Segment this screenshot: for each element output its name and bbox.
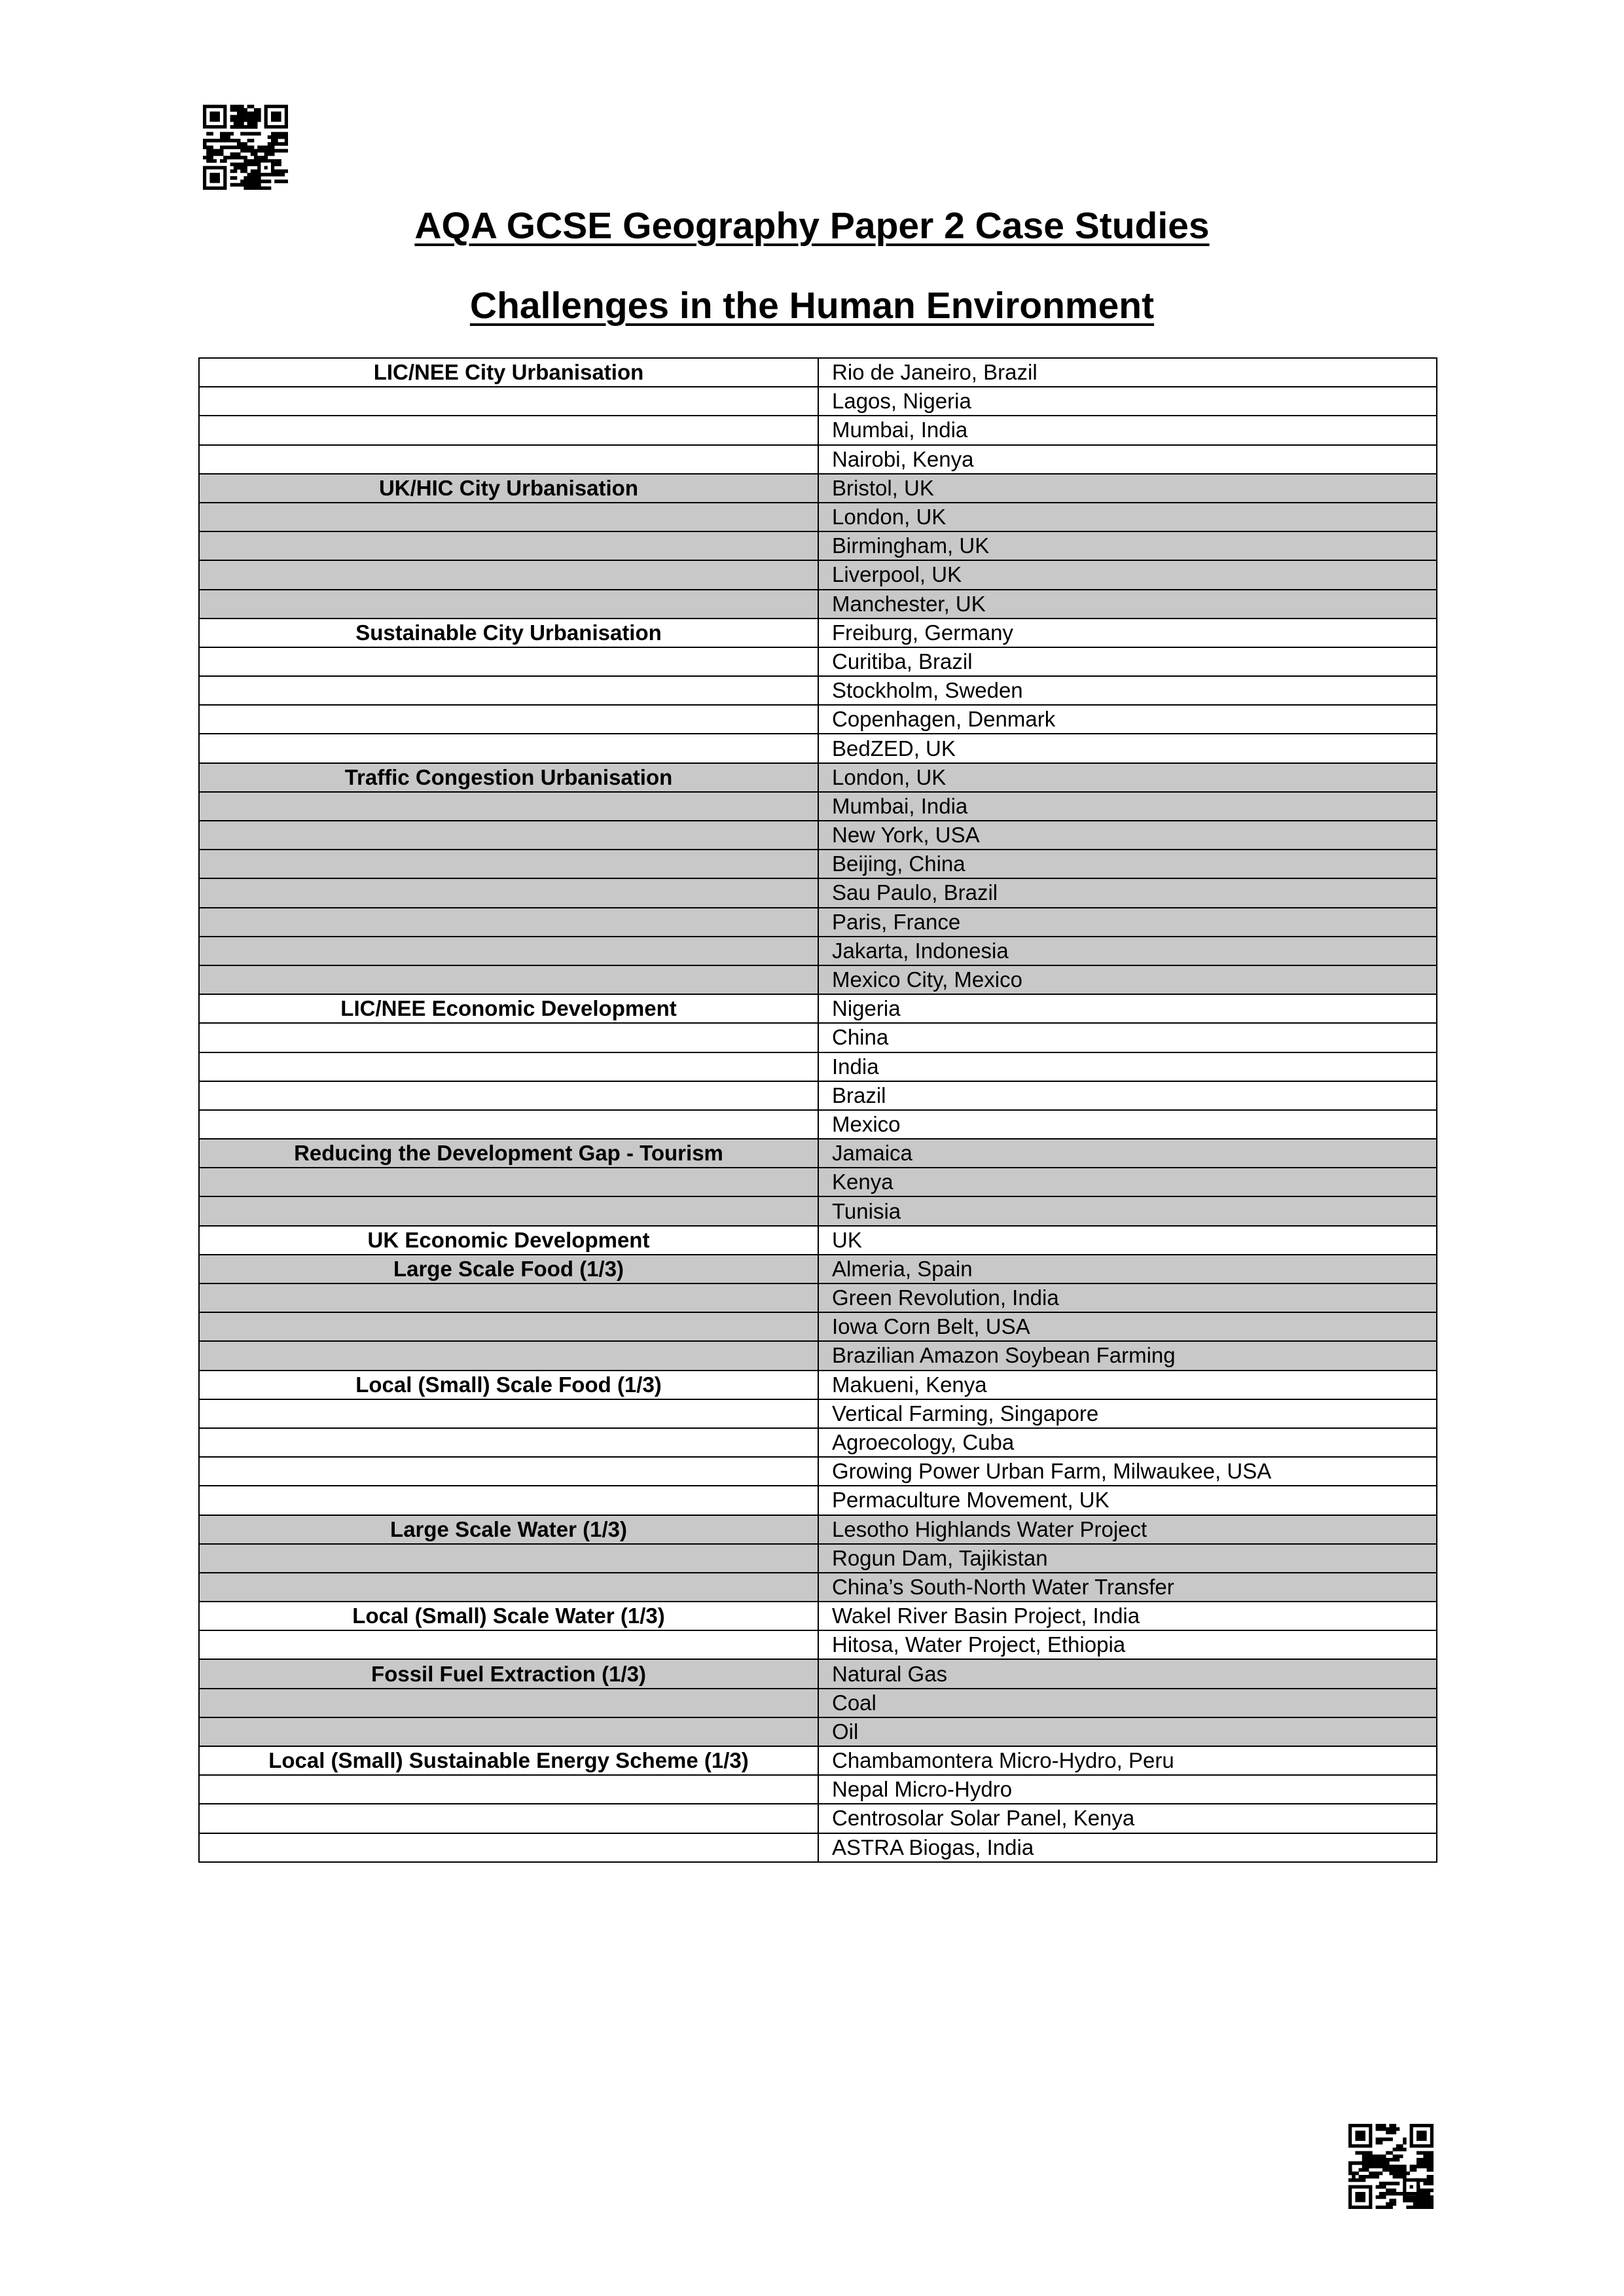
case-studies-table (198, 357, 1437, 1863)
table-row (199, 1226, 1437, 1255)
table-row (199, 647, 1437, 676)
topic-cell: UK/HIC City Urbanisation (199, 474, 818, 503)
table-row (199, 1399, 1437, 1428)
case-study-cell: Copenhagen, Denmark (818, 705, 1437, 734)
table-row (199, 1457, 1437, 1486)
case-studies-table-body (199, 358, 1437, 1862)
table-row (199, 1775, 1437, 1804)
case-study-cell: Nigeria (818, 994, 1437, 1023)
case-study-cell: Bristol, UK (818, 474, 1437, 503)
case-study-cell: Mexico (818, 1110, 1437, 1139)
topic-cell-empty (199, 445, 818, 474)
topic-cell-empty (199, 1717, 818, 1746)
topic-cell-empty (199, 1775, 818, 1804)
case-study-cell: Beijing, China (818, 850, 1437, 878)
table-row (199, 705, 1437, 734)
table-row (199, 590, 1437, 619)
table-row (199, 850, 1437, 878)
table-row (199, 878, 1437, 907)
case-study-cell: Green Revolution, India (818, 1283, 1437, 1312)
table-row (199, 1371, 1437, 1399)
table-row (199, 1081, 1437, 1110)
table-row (199, 1255, 1437, 1283)
topic-cell-empty (199, 792, 818, 821)
topic-cell-empty (199, 1023, 818, 1052)
case-study-cell: Iowa Corn Belt, USA (818, 1312, 1437, 1341)
topic-cell: LIC/NEE Economic Development (199, 994, 818, 1023)
table-row (199, 1052, 1437, 1081)
topic-cell-empty (199, 1428, 818, 1457)
topic-cell-empty (199, 705, 818, 734)
table-row (199, 1833, 1437, 1862)
table-row (199, 1689, 1437, 1717)
table-row (199, 1602, 1437, 1630)
case-study-cell: Hitosa, Water Project, Ethiopia (818, 1630, 1437, 1659)
table-row (199, 1717, 1437, 1746)
topic-cell: Large Scale Food (1/3) (199, 1255, 818, 1283)
case-study-cell: Freiburg, Germany (818, 619, 1437, 647)
table-row (199, 1428, 1437, 1457)
case-study-cell: China’s South-North Water Transfer (818, 1573, 1437, 1602)
topic-cell-empty (199, 1804, 818, 1833)
table-row (199, 994, 1437, 1023)
table-row (199, 1746, 1437, 1775)
topic-cell: Reducing the Development Gap - Tourism (199, 1139, 818, 1168)
case-study-cell: Almeria, Spain (818, 1255, 1437, 1283)
table-row (199, 965, 1437, 994)
topic-cell: Fossil Fuel Extraction (1/3) (199, 1659, 818, 1688)
case-study-cell: Tunisia (818, 1196, 1437, 1225)
table-row (199, 1312, 1437, 1341)
table-row (199, 474, 1437, 503)
topic-cell-empty (199, 1833, 818, 1862)
table-row (199, 503, 1437, 531)
case-study-cell: Stockholm, Sweden (818, 676, 1437, 705)
table-row (199, 1139, 1437, 1168)
case-study-cell: Manchester, UK (818, 590, 1437, 619)
topic-cell-empty (199, 1312, 818, 1341)
topic-cell-empty (199, 1081, 818, 1110)
case-study-cell: Centrosolar Solar Panel, Kenya (818, 1804, 1437, 1833)
topic-cell-empty (199, 821, 818, 850)
case-study-cell: Mumbai, India (818, 416, 1437, 444)
table-row (199, 1486, 1437, 1515)
case-study-cell: Sau Paulo, Brazil (818, 878, 1437, 907)
case-study-cell: London, UK (818, 503, 1437, 531)
case-study-cell: Rogun Dam, Tajikistan (818, 1544, 1437, 1573)
topic-cell-empty (199, 1457, 818, 1486)
topic-cell-empty (199, 531, 818, 560)
case-study-cell: Lesotho Highlands Water Project (818, 1515, 1437, 1544)
topic-cell-empty (199, 1544, 818, 1573)
case-study-cell: Brazil (818, 1081, 1437, 1110)
case-study-cell: China (818, 1023, 1437, 1052)
table-row (199, 821, 1437, 850)
table-row (199, 1659, 1437, 1688)
topic-cell-empty (199, 1689, 818, 1717)
case-study-cell: ASTRA Biogas, India (818, 1833, 1437, 1862)
case-study-cell: Natural Gas (818, 1659, 1437, 1688)
topic-cell: LIC/NEE City Urbanisation (199, 358, 818, 387)
case-study-cell: Brazilian Amazon Soybean Farming (818, 1341, 1437, 1370)
table-row (199, 1544, 1437, 1573)
page-title: AQA GCSE Geography Paper 2 Case Studies (414, 205, 1210, 247)
table-row (199, 792, 1437, 821)
table-row (199, 676, 1437, 705)
case-study-cell: Birmingham, UK (818, 531, 1437, 560)
case-study-cell: Agroecology, Cuba (818, 1428, 1437, 1457)
topic-cell-empty (199, 937, 818, 965)
topic-cell-empty (199, 560, 818, 589)
topic-cell-empty (199, 1283, 818, 1312)
topic-cell-empty (199, 387, 818, 416)
qr-code-icon[interactable] (203, 105, 288, 190)
qr-code-icon[interactable] (1348, 2124, 1434, 2209)
case-study-cell: Paris, France (818, 908, 1437, 937)
case-study-cell: Growing Power Urban Farm, Milwaukee, USA (818, 1457, 1437, 1486)
table-row (199, 387, 1437, 416)
topic-cell-empty (199, 416, 818, 444)
topic-cell: Local (Small) Scale Water (1/3) (199, 1602, 818, 1630)
topic-cell: UK Economic Development (199, 1226, 818, 1255)
topic-cell-empty (199, 590, 818, 619)
case-study-cell: Coal (818, 1689, 1437, 1717)
case-study-cell: Oil (818, 1717, 1437, 1746)
case-study-cell: Nepal Micro-Hydro (818, 1775, 1437, 1804)
table-row (199, 416, 1437, 444)
table-row (199, 734, 1437, 762)
case-study-cell: Rio de Janeiro, Brazil (818, 358, 1437, 387)
case-study-cell: Makueni, Kenya (818, 1371, 1437, 1399)
topic-cell-empty (199, 1630, 818, 1659)
table-row (199, 445, 1437, 474)
topic-cell: Local (Small) Sustainable Energy Scheme (1/3) (199, 1746, 818, 1775)
topic-cell: Sustainable City Urbanisation (199, 619, 818, 647)
topic-cell: Large Scale Water (1/3) (199, 1515, 818, 1544)
topic-cell-empty (199, 965, 818, 994)
case-study-cell: Vertical Farming, Singapore (818, 1399, 1437, 1428)
case-study-cell: Permaculture Movement, UK (818, 1486, 1437, 1515)
table-row (199, 358, 1437, 387)
case-study-cell: India (818, 1052, 1437, 1081)
topic-cell: Local (Small) Scale Food (1/3) (199, 1371, 818, 1399)
case-study-cell: New York, USA (818, 821, 1437, 850)
table-row (199, 937, 1437, 965)
table-row (199, 1804, 1437, 1833)
table-row (199, 1515, 1437, 1544)
table-row (199, 1168, 1437, 1196)
topic-cell-empty (199, 1110, 818, 1139)
topic-cell-empty (199, 676, 818, 705)
case-study-cell: BedZED, UK (818, 734, 1437, 762)
case-study-cell: Curitiba, Brazil (818, 647, 1437, 676)
case-study-cell: Nairobi, Kenya (818, 445, 1437, 474)
table-row (199, 619, 1437, 647)
table-row (199, 908, 1437, 937)
table-row (199, 1023, 1437, 1052)
topic-cell-empty (199, 503, 818, 531)
topic-cell-empty (199, 850, 818, 878)
topic-cell-empty (199, 1341, 818, 1370)
case-study-cell: Chambamontera Micro-Hydro, Peru (818, 1746, 1437, 1775)
table-row (199, 560, 1437, 589)
topic-cell-empty (199, 1486, 818, 1515)
topic-cell-empty (199, 1399, 818, 1428)
topic-cell-empty (199, 1168, 818, 1196)
case-study-cell: Jakarta, Indonesia (818, 937, 1437, 965)
table-row (199, 763, 1437, 792)
case-study-cell: Jamaica (818, 1139, 1437, 1168)
topic-cell-empty (199, 1196, 818, 1225)
case-study-cell: Wakel River Basin Project, India (818, 1602, 1437, 1630)
topic-cell: Traffic Congestion Urbanisation (199, 763, 818, 792)
case-study-cell: Mexico City, Mexico (818, 965, 1437, 994)
case-study-cell: Mumbai, India (818, 792, 1437, 821)
table-row (199, 1196, 1437, 1225)
topic-cell-empty (199, 1052, 818, 1081)
topic-cell-empty (199, 878, 818, 907)
table-row (199, 1573, 1437, 1602)
topic-cell-empty (199, 734, 818, 762)
case-study-cell: Lagos, Nigeria (818, 387, 1437, 416)
case-study-cell: UK (818, 1226, 1437, 1255)
table-row (199, 531, 1437, 560)
table-row (199, 1341, 1437, 1370)
case-study-cell: Liverpool, UK (818, 560, 1437, 589)
topic-cell-empty (199, 1573, 818, 1602)
table-row (199, 1630, 1437, 1659)
topic-cell-empty (199, 647, 818, 676)
case-study-cell: Kenya (818, 1168, 1437, 1196)
case-study-cell: London, UK (818, 763, 1437, 792)
topic-cell-empty (199, 908, 818, 937)
page-subtitle: Challenges in the Human Environment (469, 285, 1155, 327)
table-row (199, 1283, 1437, 1312)
table-row (199, 1110, 1437, 1139)
